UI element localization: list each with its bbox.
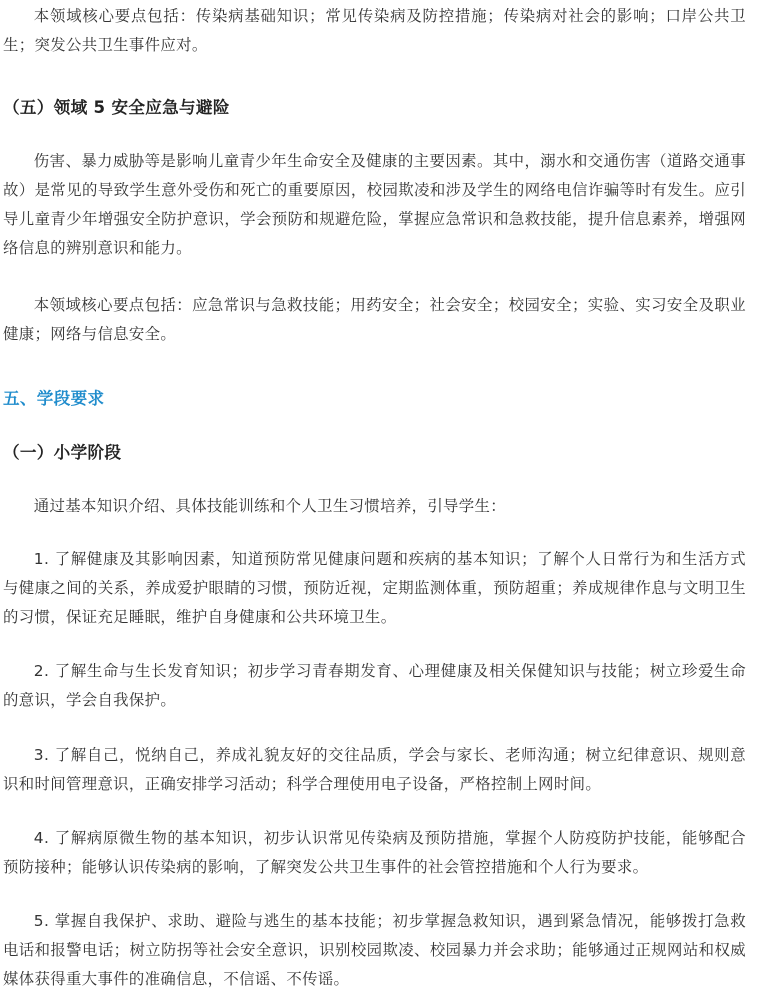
primary-stage-intro: 通过基本知识介绍、具体技能训练和个人卫生习惯培养，引导学生： (33, 497, 507, 515)
primary-stage-heading: （一）小学阶段 (3, 443, 122, 462)
domain5-core-points-paragraph: 本领域核心要点包括：应急常识与急救技能；用药安全；社会安全；校园安全；实验、实习安全及职业健康；网络与信息安全。 (3, 296, 746, 343)
primary-item-1: 1. 了解健康及其影响因素，知道预防常见健康问题和疾病的基本知识；了解个人日常行为和生活方式与健康之间的关系，养成爱护眼睛的习惯，预防近视，定期监测体重，预防超重；养成规律作息与文明卫生的习惯，保证充足睡眠，维护自身健康和公共环境卫生。 (3, 550, 746, 626)
primary-item-2: 2. 了解生命与生长发育知识；初步学习青春期发育、心理健康及相关保健知识与技能；树立珍爱生命的意识，学会自我保护。 (3, 662, 746, 709)
primary-item-3: 3. 了解自己，悦纳自己，养成礼貌友好的交往品质，学会与家长、老师沟通；树立纪律意识、规则意识和时间管理意识，正确安排学习活动；科学合理使用电子设备，严格控制上网时间。 (3, 746, 746, 793)
domain4-core-points-paragraph: 本领域核心要点包括：传染病基础知识；常见传染病及防控措施；传染病对社会的影响；口岸公共卫生；突发公共卫生事件应对。 (3, 7, 746, 54)
section5-title: 五、学段要求 (3, 389, 105, 408)
primary-item-4: 4. 了解病原微生物的基本知识，初步认识常见传染病及预防措施，掌握个人防疫防护技能，能够配合预防接种；能够认识传染病的影响，了解突发公共卫生事件的社会管控措施和个人行为要求。 (3, 829, 746, 876)
domain5-heading: （五）领域 5 安全应急与避险 (3, 98, 230, 117)
domain5-intro-paragraph: 伤害、暴力威胁等是影响儿童青少年生命安全及健康的主要因素。其中，溺水和交通伤害（道路交通事故）是常见的导致学生意外受伤和死亡的重要原因，校园欺凌和涉及学生的网络电信诈骗等时有发生。应引导儿童青少年增强安全防护意识，学会预防和规避危险，掌握应急常识和急救技能，提升信息素养，增强网络信息的辨别意识和能力。 (3, 152, 746, 257)
primary-item-5: 5. 掌握自我保护、求助、避险与逃生的基本技能；初步掌握急救知识，遇到紧急情况，能够拨打急救电话和报警电话；树立防拐等社会安全意识，识别校园欺凌、校园暴力并会求助；能够通过正规网站和权威媒体获得重大事件的准确信息，不信谣、不传谣。 (3, 912, 746, 988)
